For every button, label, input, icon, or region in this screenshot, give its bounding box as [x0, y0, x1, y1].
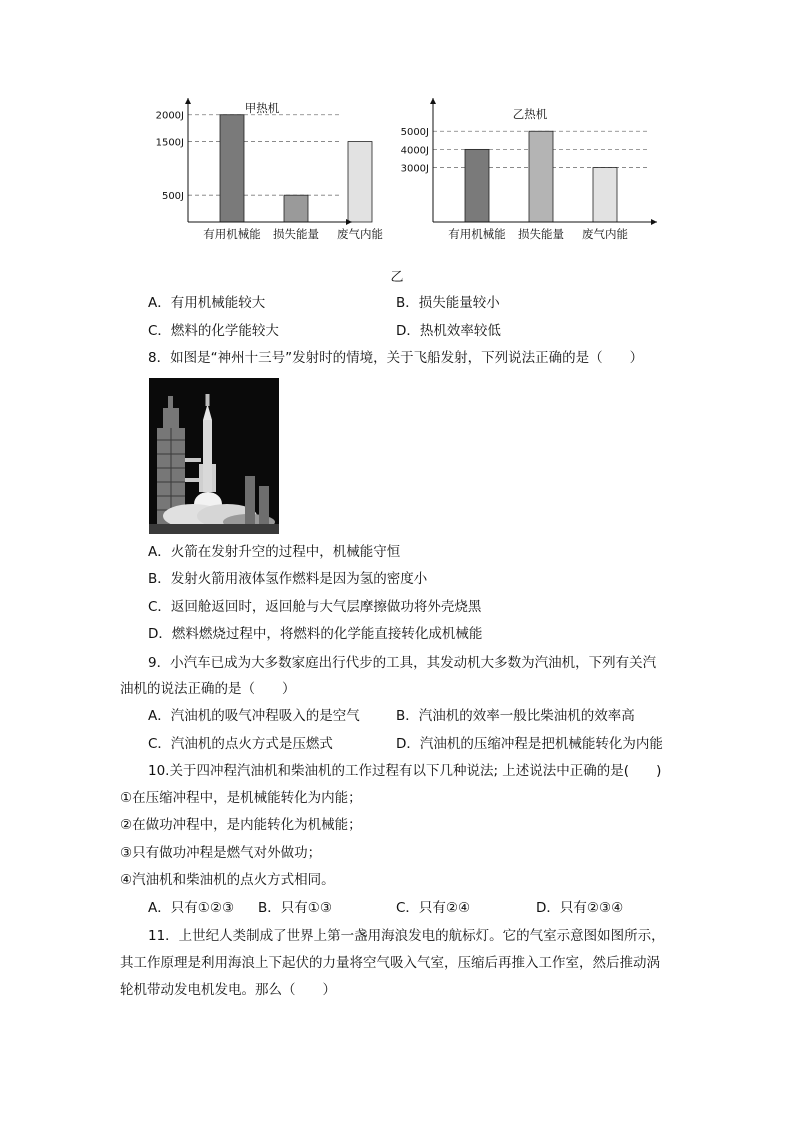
bar [220, 115, 244, 222]
bar [529, 131, 553, 222]
chart-yi [401, 98, 657, 241]
figure-label: 乙 [390, 270, 404, 285]
q9-option-b: B．汽油机的效率一般比柴油机的效率高 [396, 708, 635, 724]
q7-option-d: D．热机效率较低 [396, 323, 501, 339]
q9-stem-line1: 9．小汽车已成为大多数家庭出行代步的工具，其发动机大多数为汽油机，下列有关汽 [148, 655, 657, 671]
q10-option-b: B．只有①③ [258, 900, 332, 916]
q9-option-c: C．汽油机的点火方式是压燃式 [148, 736, 333, 752]
q7-option-a: A．有用机械能较大 [148, 295, 266, 311]
category-label: 损失能量 [273, 227, 319, 241]
rocket-launch-photo [149, 378, 279, 534]
q10-option-a: A．只有①②③ [148, 900, 235, 916]
category-label: 有用机械能 [448, 227, 506, 241]
bar [284, 195, 308, 222]
q10-stem: 10.关于四冲程汽油机和柴油机的工作过程有以下几种说法; 上述说法中正确的是( ) [148, 763, 662, 779]
q9-option-a: A．汽油机的吸气冲程吸入的是空气 [148, 708, 360, 724]
bar [348, 142, 372, 222]
y-tick-label: 1500J [155, 137, 184, 149]
q8-option-d: D．燃料燃烧过程中，将燃料的化学能直接转化成机械能 [148, 626, 483, 642]
q8-option-b: B．发射火箭用液体氢作燃料是因为氢的密度小 [148, 571, 428, 587]
energy-bar-charts [120, 90, 680, 250]
chart-title: 甲热机 [244, 101, 280, 115]
q10-option-d: D．只有②③④ [536, 900, 624, 916]
q8-stem: 8．如图是“神州十三号”发射时的情境，关于飞船发射，下列说法正确的是（ ） [148, 350, 644, 366]
q10-statement-4: ④汽油机和柴油机的点火方式相同。 [120, 872, 335, 888]
y-tick-label: 500J [161, 191, 184, 203]
q8-option-c: C．返回舱返回时，返回舱与大气层摩擦做功将外壳烧黑 [148, 599, 482, 615]
x-axis-arrow [651, 219, 657, 225]
q10-statement-2: ②在做功冲程中，是内能转化为机械能； [120, 817, 362, 833]
chart-title: 乙热机 [512, 107, 548, 121]
q7-option-c: C．燃料的化学能较大 [148, 323, 279, 339]
q7-option-b: B．损失能量较小 [396, 295, 500, 311]
y-tick-label: 2000J [155, 110, 184, 122]
y-tick-label: 4000J [400, 145, 429, 157]
y-axis-arrow [430, 98, 436, 104]
q11-text-line3: 轮机带动发电机发电。那么（ ） [120, 982, 336, 998]
category-label: 废气内能 [337, 227, 383, 241]
q9-stem-line2: 油机的说法正确的是（ ） [120, 681, 296, 697]
q10-statement-1: ①在压缩冲程中，是机械能转化为内能； [120, 790, 362, 806]
chart-jia [156, 98, 383, 241]
bar [593, 168, 617, 222]
y-tick-label: 5000J [400, 127, 429, 139]
q11-text-line2: 其工作原理是利用海浪上下起伏的力量将空气吸入气室，压缩后再推入工作室，然后推动涡 [120, 955, 660, 971]
category-label: 有用机械能 [203, 227, 261, 241]
y-tick-label: 3000J [400, 163, 429, 175]
category-label: 损失能量 [518, 227, 564, 241]
q9-option-d: D．汽油机的压缩冲程是把机械能转化为内能 [396, 736, 663, 752]
q10-option-c: C．只有②④ [396, 900, 471, 916]
bar [465, 149, 489, 222]
category-label: 废气内能 [582, 227, 628, 241]
y-axis-arrow [185, 98, 191, 104]
q10-statement-3: ③只有做功冲程是燃气对外做功； [120, 845, 322, 861]
q11-text-line1: 11．上世纪人类制成了世界上第一盏用海浪发电的航标灯。它的气室示意图如图所示， [148, 928, 665, 944]
q8-option-a: A．火箭在发射升空的过程中，机械能守恒 [148, 544, 401, 560]
